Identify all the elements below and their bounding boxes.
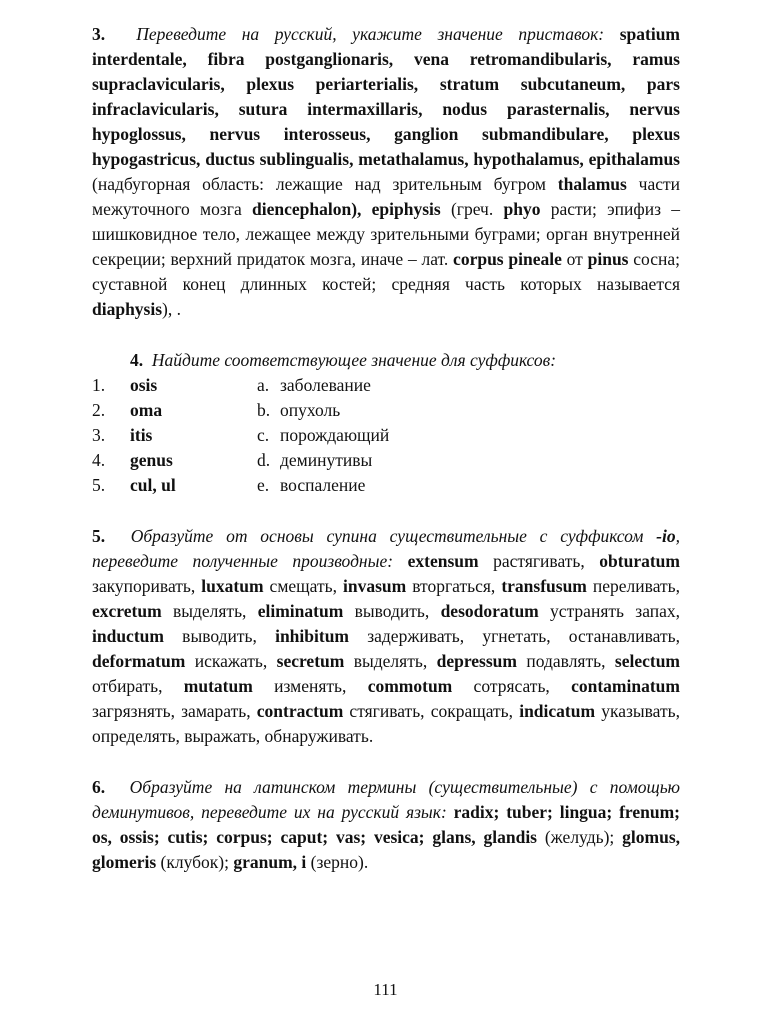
table-row — [92, 423, 680, 448]
latin-term: indicatum — [519, 701, 596, 721]
text-run: смещать, — [263, 576, 343, 596]
text-run: отбирать, — [92, 676, 184, 696]
latin-term: obturatum — [599, 551, 680, 571]
task-5 — [92, 524, 680, 749]
text-run: подавлять, — [517, 651, 615, 671]
text-run: ), . — [162, 299, 181, 319]
suffix: cul, ul — [130, 475, 176, 495]
suffix-table — [92, 373, 680, 498]
task-4 — [92, 348, 680, 498]
text-run: выделять, — [344, 651, 437, 671]
latin-term: spatium interdentale, fibra postganglionaris, vena retromandibularis, ramus supraclavicularis, plexus periarterialis, stratum subcutaneum, pars infraclavicularis, sutura intermaxillaris, nodus parasternalis, nervus hypoglossus, nervus interosseus, ganglion submandibulare, plexus hypogastricus, ductus sublingualis, metathalamus, hypothalamus, epithalamus — [92, 24, 681, 169]
latin-term: selectum — [614, 651, 681, 671]
latin-term: radix; tuber; lingua; frenum; os, ossis; cutis; corpus; caput; vas; vesica; glans, glandis — [92, 802, 681, 847]
page-number: 111 — [373, 980, 398, 999]
text-run: (греч. — [440, 199, 504, 219]
meaning: воспаление — [280, 475, 366, 495]
option-letter: b. — [257, 400, 271, 420]
latin-term: luxatum — [201, 576, 264, 596]
text-run: (надбугорная область: лежащие над зрительным бугром — [92, 174, 558, 194]
task-number: 3. — [92, 24, 106, 44]
meaning: деминутивы — [280, 450, 373, 470]
latin-term: extensum — [407, 551, 479, 571]
option-letter: e. — [257, 475, 270, 495]
text-run: изменять, — [252, 676, 368, 696]
option-letter: d. — [257, 450, 271, 470]
meaning: порождающий — [280, 425, 390, 445]
meaning: заболевание — [280, 375, 371, 395]
latin-term: commotum — [367, 676, 453, 696]
text-run: задерживать, угнетать, останавливать, — [349, 626, 680, 646]
text-run: переливать, — [586, 576, 681, 596]
latin-term: thalamus — [557, 174, 627, 194]
table-row — [92, 473, 680, 498]
latin-term: secretum — [276, 651, 345, 671]
page-content — [92, 22, 680, 875]
text-run: вторгаться, — [406, 576, 502, 596]
text-run: расти; эпифиз – шишковидное тело, лежащее между зрительными буграми; орган внутренней секреции; верхний придаток мозга, иначе – лат. — [92, 199, 680, 269]
text-run: стягивать, сокращать, — [343, 701, 520, 721]
text-run: части межуточного мозга — [92, 174, 680, 219]
text-run: сотрясать, — [452, 676, 572, 696]
task-instruction: Найдите соответствующее значение для суффиксов: — [151, 350, 557, 370]
table-row — [92, 448, 680, 473]
task-6 — [92, 775, 680, 875]
latin-term: excretum — [92, 601, 162, 621]
latin-term: depressum — [436, 651, 517, 671]
latin-term: inhibitum — [275, 626, 350, 646]
text-run: искажать, — [185, 651, 277, 671]
row-number: 5. — [92, 475, 106, 495]
option-letter: c. — [257, 425, 270, 445]
latin-term: contractum — [256, 701, 344, 721]
latin-term: glomus, glomeris — [92, 827, 680, 872]
latin-term: phyo — [503, 199, 541, 219]
text-run: выделять, — [161, 601, 258, 621]
task-body — [92, 551, 680, 746]
text-run: (зерно). — [306, 852, 369, 872]
latin-term: inductum — [92, 626, 164, 646]
text-run: , переведите полученные производные: — [92, 526, 680, 571]
latin-term: desodoratum — [440, 601, 539, 621]
suffix: itis — [130, 425, 153, 445]
latin-term: diencephalon), epiphysis — [252, 199, 441, 219]
text-run: растягивать, — [478, 551, 600, 571]
row-number: 3. — [92, 425, 106, 445]
text-run: от — [561, 249, 588, 269]
latin-term: -io — [656, 526, 676, 546]
text-run: Образуйте от основы супина существительные с суффиксом — [130, 526, 657, 546]
latin-term: invasum — [342, 576, 407, 596]
text-run: устранять запах, — [538, 601, 680, 621]
task-3 — [92, 22, 680, 322]
suffix: oma — [130, 400, 163, 420]
latin-term: deformatum — [92, 651, 186, 671]
text-run: (клубок); — [156, 852, 234, 872]
task-instruction: Переведите на русский, укажите значение приставок: — [136, 24, 605, 44]
task-number: 5. — [92, 526, 106, 546]
table-row — [92, 373, 680, 398]
task-number: 4. — [130, 350, 144, 370]
latin-term: contaminatum — [571, 676, 680, 696]
row-number: 2. — [92, 400, 106, 420]
task-instruction: Образуйте на латинском термины (существительные) с помощью деминутивов, переведите их на русский язык: — [92, 777, 681, 822]
latin-term: corpus pineale — [453, 249, 562, 269]
text-run: загрязнять, замарать, — [92, 701, 257, 721]
latin-term: pinus — [587, 249, 629, 269]
task-number: 6. — [92, 777, 106, 797]
text-run: выводить, — [343, 601, 441, 621]
suffix: genus — [130, 450, 173, 470]
task-body — [92, 24, 680, 319]
text-run: (желудь); — [537, 827, 623, 847]
row-number: 1. — [92, 375, 106, 395]
latin-term: eliminatum — [257, 601, 344, 621]
row-number: 4. — [92, 450, 106, 470]
table-row — [92, 398, 680, 423]
meaning: опухоль — [280, 400, 341, 420]
latin-term: transfusum — [501, 576, 587, 596]
option-letter: a. — [257, 375, 270, 395]
text-run: указывать, определять, выражать, обнаруживать. — [92, 701, 680, 746]
latin-term: mutatum — [183, 676, 253, 696]
latin-term: diaphysis — [92, 299, 163, 319]
latin-term: granum, i — [233, 852, 307, 872]
text-run: выводить, — [163, 626, 276, 646]
suffix: osis — [130, 375, 158, 395]
text-run: сосна; суставной конец длинных костей; средняя часть которых называется — [92, 249, 681, 294]
text-run: закупоривать, — [92, 576, 202, 596]
